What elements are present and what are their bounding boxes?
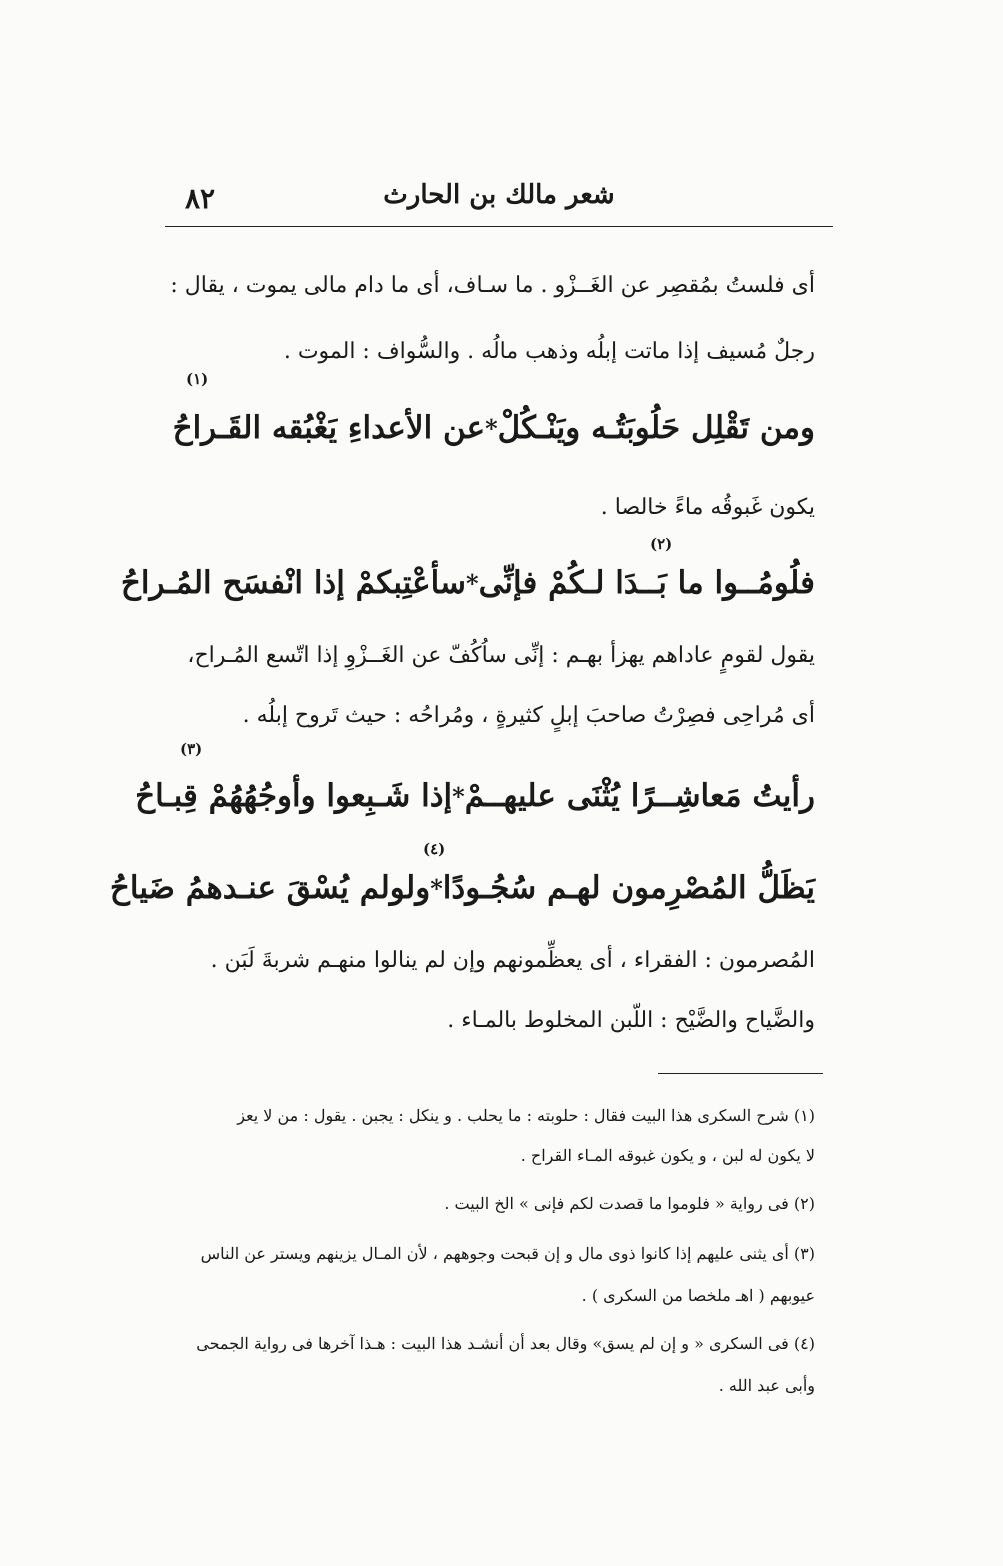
hemistich-separator: * [430,873,443,903]
verse-second-hemistich: ولولم يُسْقَ عنـدهمُ ضَياحُ [109,870,431,906]
hemistich-separator: * [485,413,498,443]
footnote-line: (٣) أى يثنى عليهم إذا كانوا ذوى مال و إن قبحت وجوههم ، لأن المـال يزينهم ويستر عن الناس [200,1244,815,1263]
prose-line: أى مُراحِى فصِرْتُ صاحبَ إبلٍ كثيرةٍ ، ومُراحُه : حيث تَروح إبلُه . [242,703,815,728]
verse-first-hemistich: رأيتُ مَعاشِــرًا يُثْنَى عليهــمْ [464,778,815,814]
footnote-line: (١) شرح السكرى هذا البيت فقال : حلوبته : ما يحلب . و ينكل : يجبن . يقول : من لا يعز [237,1106,815,1125]
prose-line: أى فلستُ بمُقصِر عن الغَــزْو . ما سـاف، أى ما دام مالى يموت ، يقال : [170,273,815,298]
prose-line: المُصرمون : الفقراء ، أى يعظِّمونهم وإن لم ينالوا منهـم شربةَ لَبَن . [210,948,815,973]
verse-4 [109,860,815,916]
header-rule [165,226,833,227]
footnote-marker: (٤) [423,840,446,858]
footnote-line: لا يكون له لبن ، و يكون غبوقه المـاء القراح . [520,1146,815,1165]
verse-first-hemistich: فلُومُــوا ما بَــدَا لـكُمْ فإنِّى [478,565,815,601]
footnote-line: (٤) فى السكرى « و إن لم يسق» وقال بعد أن أنشـد هذا البيت : هـذا آخرها فى رواية الجمحى [196,1334,815,1353]
verse-3 [135,768,815,824]
hemistich-separator: * [452,781,465,811]
footnote-rule [658,1073,823,1074]
page-header [165,180,833,220]
running-title: شعر مالك بن الحارث [383,180,615,210]
verse-second-hemistich: إذا شَـبِعوا وأوجُهُهُمْ قِبـاحُ [135,778,453,814]
verse-first-hemistich: يَظَلُّ المُصْرِمون لهـم سُجُـودًا [442,870,815,906]
footnote-line: (٢) فى رواية « فلوموا ما قصدت لكم فإنى » الخ البيت . [444,1194,815,1213]
verse-second-hemistich: عن الأعداءِ يَغْبُقه القَـراحُ [172,410,486,446]
verse-second-hemistich: سأعْتِبكمْ إذا انْفسَح المُـراحُ [120,565,467,601]
page-number: ٨٢ [185,182,216,215]
hemistich-separator: * [466,568,479,598]
prose-line: والضَّياح والضَّيْح : اللّبن المخلوط بالمـاء . [447,1008,815,1033]
prose-line: رجلٌ مُسيف إذا ماتت إبلُه وذهب مالُه . والسُّواف : الموت . [283,339,815,364]
footnote-marker: (٢) [650,535,673,553]
footnote-marker: (١) [186,370,209,388]
prose-line: يكون غَبوقُه ماءً خالصا . [600,495,815,520]
verse-first-hemistich: ومن تَقْلِل حَلُوبَتُـه ويَنْـكُلْ [497,410,815,446]
verse-1 [172,400,815,456]
footnote-line: عيوبهم ( اهـ ملخصا من السكرى ) . [581,1286,815,1305]
prose-line: يقول لقومٍ عاداهم يهزأ بهـم : إنِّى ساُكُفّ عن الغَــزْوِ إذا اتّسع المُـراح، [187,643,815,668]
footnote-marker: (٣) [180,740,203,758]
verse-2 [120,555,815,611]
footnote-line: وأبى عبد الله . [718,1376,815,1395]
